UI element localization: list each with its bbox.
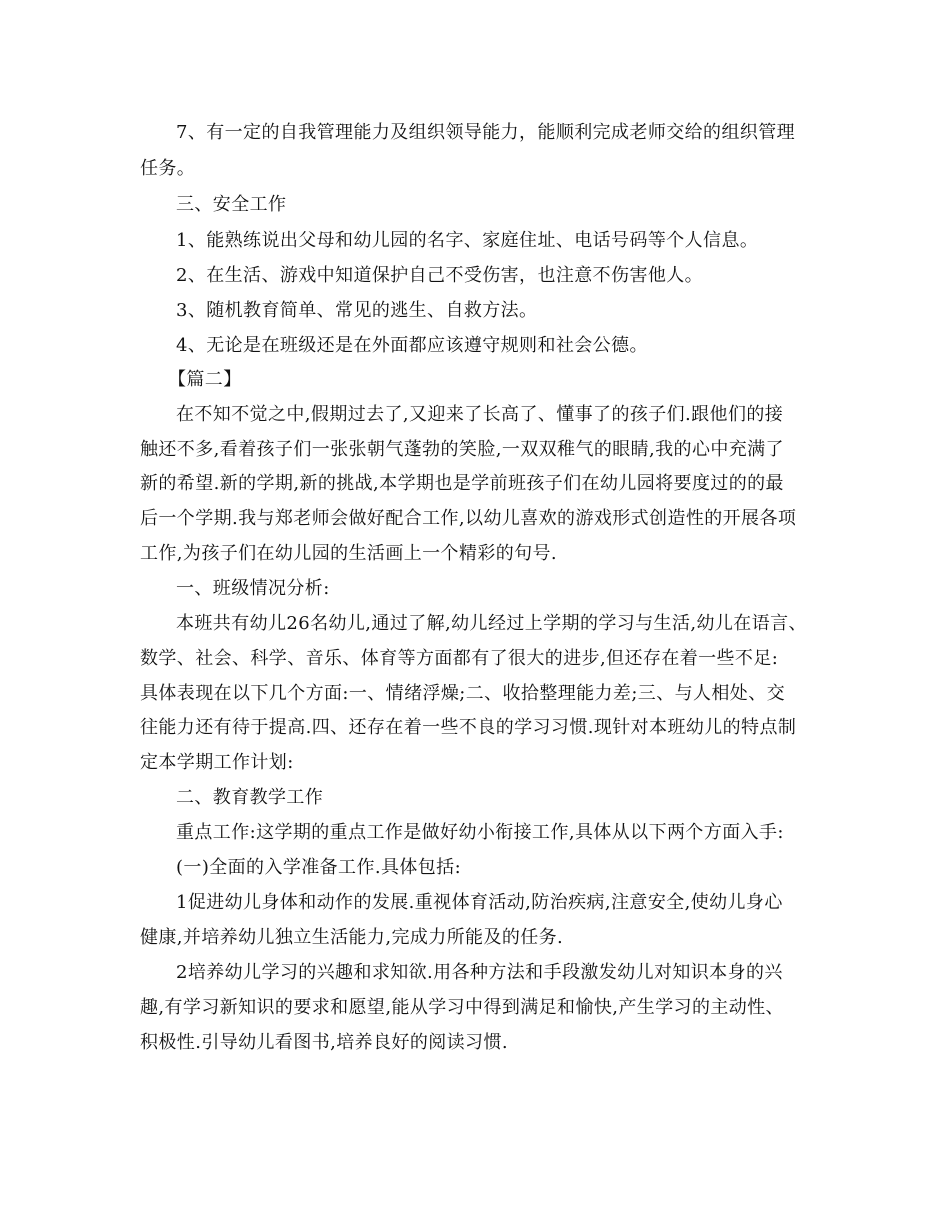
list-item: 2、在生活、游戏中知道保护自己不受伤害，也注意不伤害他人。: [176, 265, 704, 286]
paragraph-line: 健康,并培养幼儿独立生活能力,完成力所能及的任务.: [140, 927, 564, 948]
list-item: 3、随机教育简单、常见的逃生、自救方法。: [176, 300, 538, 321]
paragraph-line: 数学、社会、科学、音乐、体育等方面都有了很大的进步,但还存在着一些不足:: [140, 648, 779, 669]
paragraph-line: 定本学期工作计划:: [140, 752, 294, 773]
paragraph-line: 具体表现在以下几个方面:一、情绪浮燥;二、收拾整理能力差;三、与人相处、交: [140, 683, 785, 704]
paragraph-line: 往能力还有待于提高.四、还存在着一些不良的学习习惯.现针对本班幼儿的特点制: [140, 717, 797, 738]
paragraph-line: 新的希望.新的学期,新的挑战,本学期也是学前班孩子们在幼儿园将要度过的的最: [140, 473, 784, 494]
paragraph-line: 后一个学期.我与郑老师会做好配合工作,以幼儿喜欢的游戏形式创造性的开展各项: [140, 508, 797, 529]
section-heading: 二、教育教学工作: [176, 787, 324, 808]
section-heading: 一、班级情况分析:: [176, 578, 330, 599]
paragraph-line: 2培养幼儿学习的兴趣和求知欲.用各种方法和手段激发幼儿对知识本身的兴: [176, 962, 783, 983]
paragraph-line: (一)全面的入学准备工作.具体包括:: [176, 857, 462, 878]
paragraph-line: 积极性.引导幼儿看图书,培养良好的阅读习惯.: [140, 1032, 508, 1053]
paragraph-line: 7、有一定的自我管理能力及组织领导能力，能顺利完成老师交给的组织管理: [176, 122, 796, 143]
paragraph-line: 在不知不觉之中,假期过去了,又迎来了长高了、懂事了的孩子们.跟他们的接: [176, 404, 784, 425]
paragraph-line: 本班共有幼儿26名幼儿,通过了解,幼儿经过上学期的学习与生活,幼儿在语言、: [176, 613, 807, 634]
paragraph-line: 重点工作:这学期的重点工作是做好幼小衔接工作,具体从以下两个方面入手:: [176, 822, 784, 843]
list-item: 1、能熟练说出父母和幼儿园的名字、家庭住址、电话号码等个人信息。: [176, 230, 759, 251]
list-item: 4、无论是在班级还是在外面都应该遵守规则和社会公德。: [176, 335, 648, 356]
paragraph-line: 触还不多,看着孩子们一张张朝气蓬勃的笑脸,一双双稚气的眼睛,我的心中充满了: [140, 439, 784, 460]
paragraph-line: 工作,为孩子们在幼儿园的生活画上一个精彩的句号.: [140, 543, 558, 564]
paragraph-line: 趣,有学习新知识的要求和愿望,能从学习中得到满足和愉快,产生学习的主动性、: [140, 997, 784, 1018]
part-heading: 【篇二】: [168, 369, 242, 390]
section-heading: 三、安全工作: [176, 194, 287, 215]
paragraph-line: 任务。: [140, 158, 196, 179]
paragraph-line: 1促进幼儿身体和动作的发展.重视体育活动,防治疾病,注意安全,使幼儿身心: [176, 892, 783, 913]
